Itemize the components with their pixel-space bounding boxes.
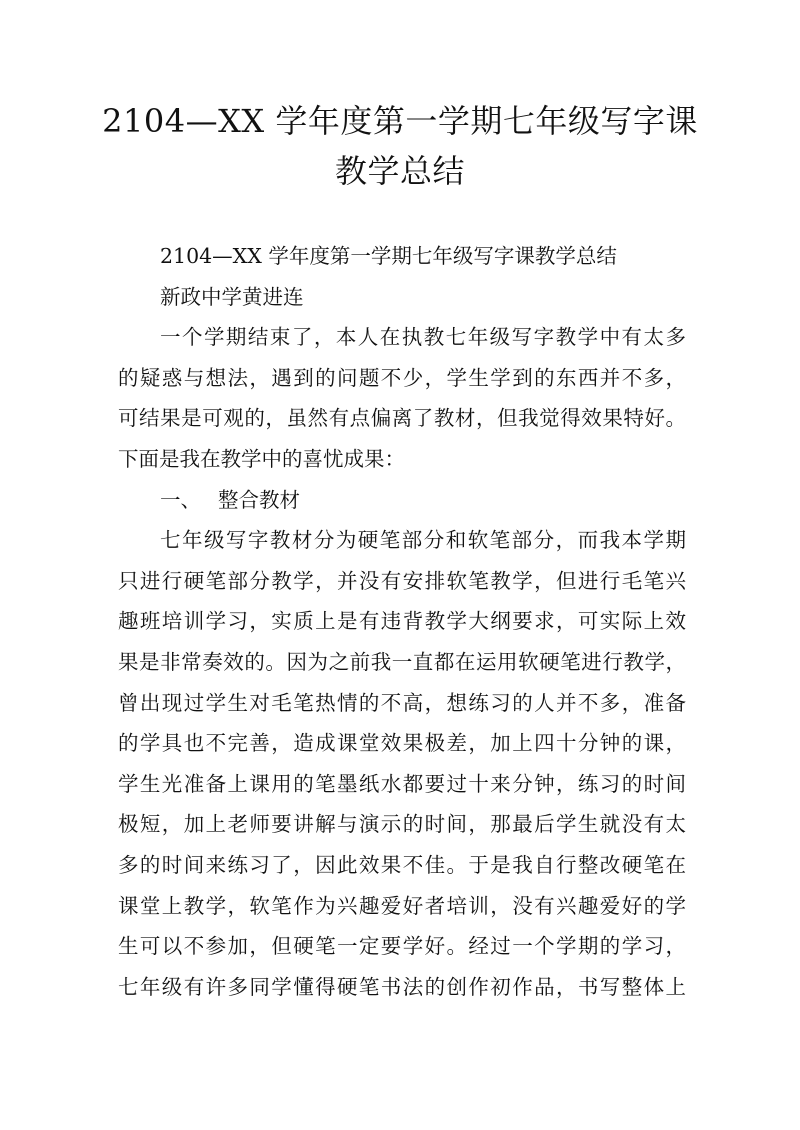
title-line-2: 教学总结 bbox=[334, 152, 465, 190]
document-subtitle: 2104—XX 学年度第一学期七年级写字课教学总结 bbox=[160, 244, 617, 268]
document-body bbox=[118, 236, 686, 1007]
paragraph-line: 的学具也不完善，造成课堂效果极差，加上四十分钟的课， bbox=[118, 731, 686, 756]
paragraph-line: 课堂上教学，软笔作为兴趣爱好者培训，没有兴趣爱好的学 bbox=[118, 893, 686, 918]
document-title bbox=[100, 96, 700, 196]
section-heading-text: 整合教材 bbox=[218, 487, 300, 512]
paragraph-line: 果是非常奏效的。因为之前我一直都在运用软硬笔进行教学， bbox=[118, 649, 686, 674]
paragraph-line: 只进行硬笔部分教学，并没有安排软笔教学，但进行毛笔兴 bbox=[118, 568, 686, 593]
paragraph-line: 曾出现过学生对毛笔热情的不高，想练习的人并不多，准备 bbox=[118, 690, 686, 715]
paragraph-line: 极短，加上老师要讲解与演示的时间，那最后学生就没有太 bbox=[118, 812, 686, 837]
paragraph-line: 趣班培训学习，实质上是有违背教学大纲要求，可实际上效 bbox=[118, 609, 686, 634]
section-number: 一、 bbox=[160, 487, 201, 512]
intro-line: 可结果是可观的，虽然有点偏离了教材，但我觉得效果特好。 bbox=[118, 406, 686, 431]
intro-line: 的疑惑与想法，遇到的问题不少，学生学到的东西并不多， bbox=[118, 365, 686, 390]
paragraph-line: 生可以不参加，但硬笔一定要学好。经过一个学期的学习， bbox=[118, 934, 686, 959]
intro-line: 下面是我在教学中的喜忧成果： bbox=[118, 446, 405, 471]
paragraph-line: 多的时间来练习了，因此效果不佳。于是我自行整改硬笔在 bbox=[118, 852, 686, 877]
paragraph-line: 学生光准备上课用的笔墨纸水都要过十来分钟，练习的时间 bbox=[118, 771, 686, 796]
section-heading bbox=[118, 480, 686, 521]
intro-line: 一个学期结束了，本人在执教七年级写字教学中有太多 bbox=[160, 325, 686, 350]
document-author: 新政中学黄进连 bbox=[160, 284, 304, 309]
paragraph-line: 七年级有许多同学懂得硬笔书法的创作初作品，书写整体上 bbox=[118, 974, 686, 999]
paragraph-line: 七年级写字教材分为硬笔部分和软笔部分，而我本学期 bbox=[160, 528, 686, 553]
title-line-1: 2104—XX 学年度第一学期七年级写字课 bbox=[102, 102, 698, 140]
